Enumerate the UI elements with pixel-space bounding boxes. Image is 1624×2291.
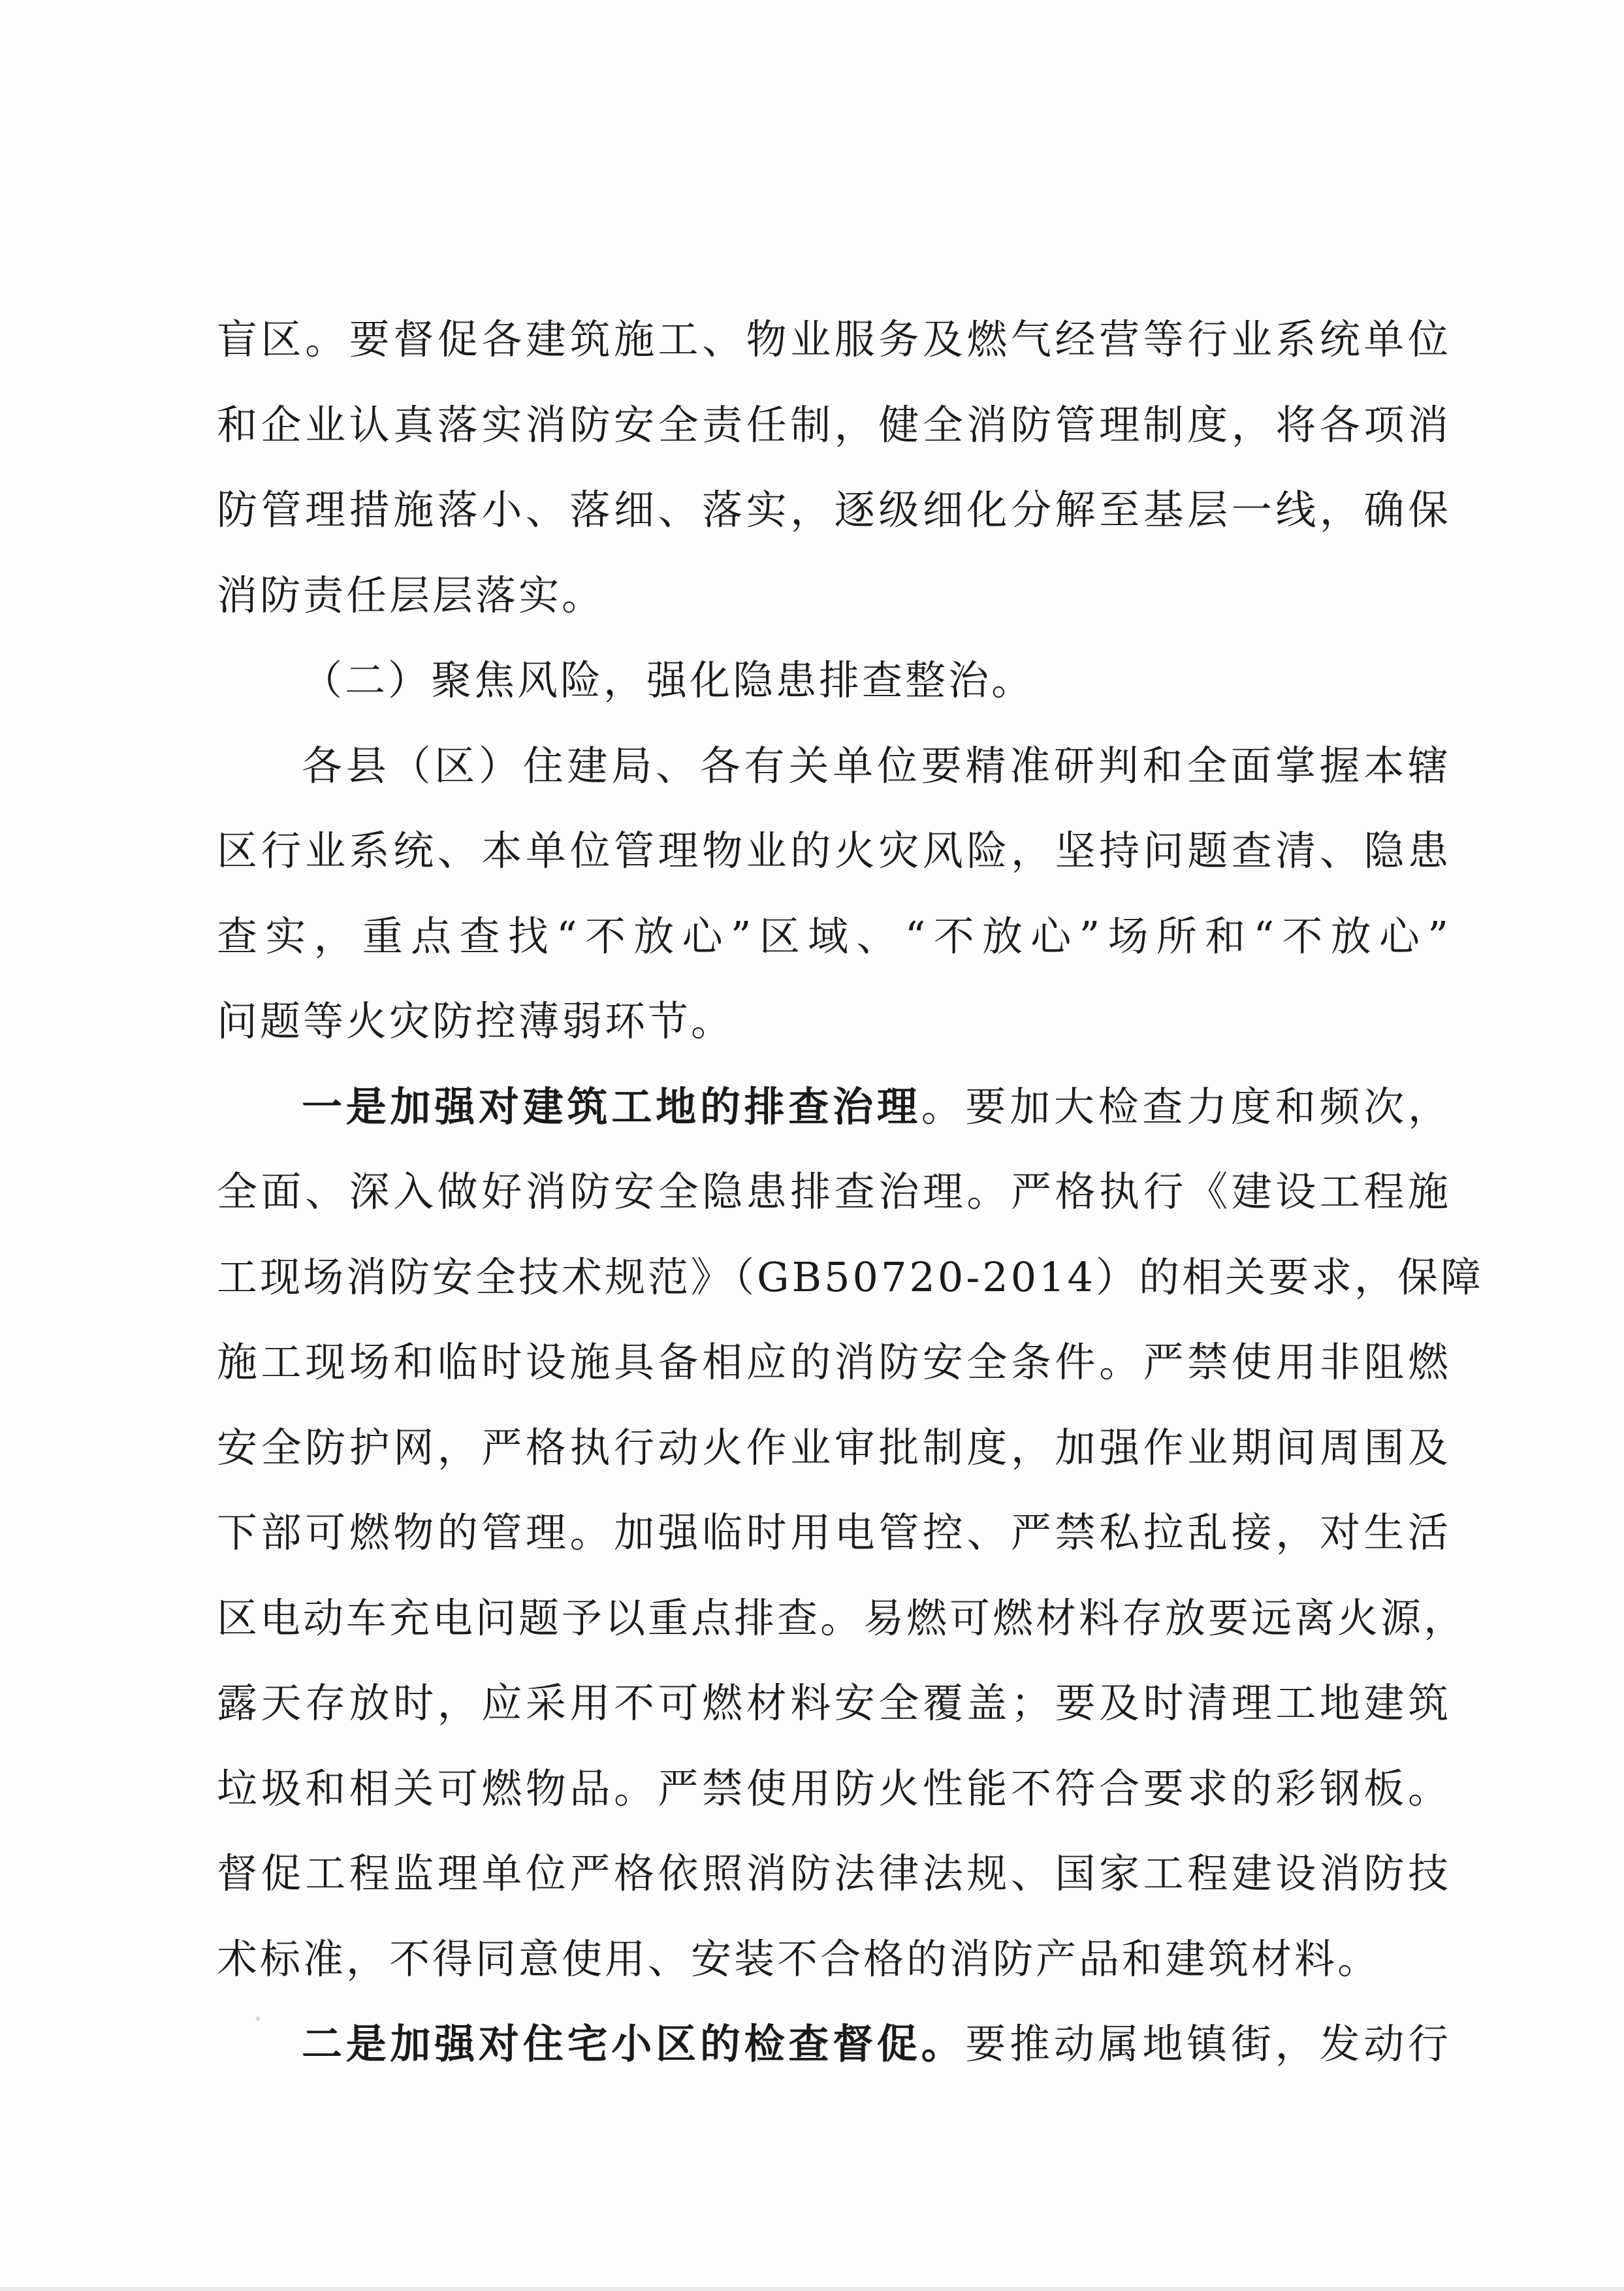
section-heading: （二）聚焦风险，强化隐患排查整治。 <box>302 656 1035 704</box>
paragraph-line: 督促工程监理单位严格依照消防法律法规、国家工程建设消防技 <box>217 1850 1451 1897</box>
paragraph-bold-lead: 二是加强对住宅小区的检查督促。 <box>302 2020 966 2068</box>
paragraph-line: 安全防护网，严格执行动火作业审批制度，加强作业期间周围及 <box>217 1423 1451 1471</box>
paragraph-line: 垃圾和相关可燃物品。严禁使用防火性能不符合要求的彩钢板。 <box>217 1764 1451 1812</box>
paragraph-line: 消防责任层层落实。 <box>217 571 605 619</box>
paragraph-first-line <box>217 1065 1451 1150</box>
paragraph-line: 防管理措施落小、落细、落实，逐级细化分解至基层一线，确保 <box>217 486 1451 534</box>
paragraph-line: 问题等火灾防控薄弱环节。 <box>217 997 735 1045</box>
paragraph-line: 查实，重点查找“不放心”区域、“不放心”场所和“不放心” <box>217 912 1451 960</box>
paragraph-line: 区电动车充电问题予以重点排查。易燃可燃材料存放要远离火源， <box>217 1594 1467 1642</box>
paragraph-line: 下部可燃物的管理。加强临时用电管控、严禁私拉乱接，对生活 <box>217 1509 1451 1556</box>
paragraph-bold-lead: 一是加强对建筑工地的排查治理 <box>302 1082 921 1130</box>
scan-edge <box>0 2287 1624 2291</box>
paragraph-line: 各县（区）住建局、各有关单位要精准研判和全面掌握本辖 <box>302 741 1451 790</box>
paragraph-line: 术标准，不得同意使用、安装不合格的消防产品和建筑材料。 <box>217 1934 1381 1983</box>
paragraph-text: 要推动属地镇街，发动行 <box>965 2020 1451 2068</box>
document-body <box>217 297 1484 2087</box>
paragraph-line: 施工现场和临时设施具备相应的消防安全条件。严禁使用非阻燃 <box>217 1338 1451 1386</box>
paragraph-line: 区行业系统、本单位管理物业的火灾风险，坚持问题查清、隐患 <box>217 827 1451 874</box>
paragraph-first-line <box>217 2002 1451 2087</box>
paragraph-line: 工现场消防安全技术规范》（GB50720-2014）的相关要求，保障 <box>217 1253 1484 1301</box>
paragraph-line: 全面、深入做好消防安全隐患排查治理。严格执行《建设工程施 <box>217 1168 1451 1215</box>
paragraph-line: 盲区。要督促各建筑施工、物业服务及燃气经营等行业系统单位 <box>217 315 1451 363</box>
paragraph-line: 和企业认真落实消防安全责任制，健全消防管理制度，将各项消 <box>217 400 1451 449</box>
paragraph-line: 露天存放时，应采用不可燃材料安全覆盖；要及时清理工地建筑 <box>217 1679 1451 1727</box>
scan-speck <box>256 2017 260 2021</box>
paragraph-text: 。要加大检查力度和频次， <box>921 1082 1451 1130</box>
